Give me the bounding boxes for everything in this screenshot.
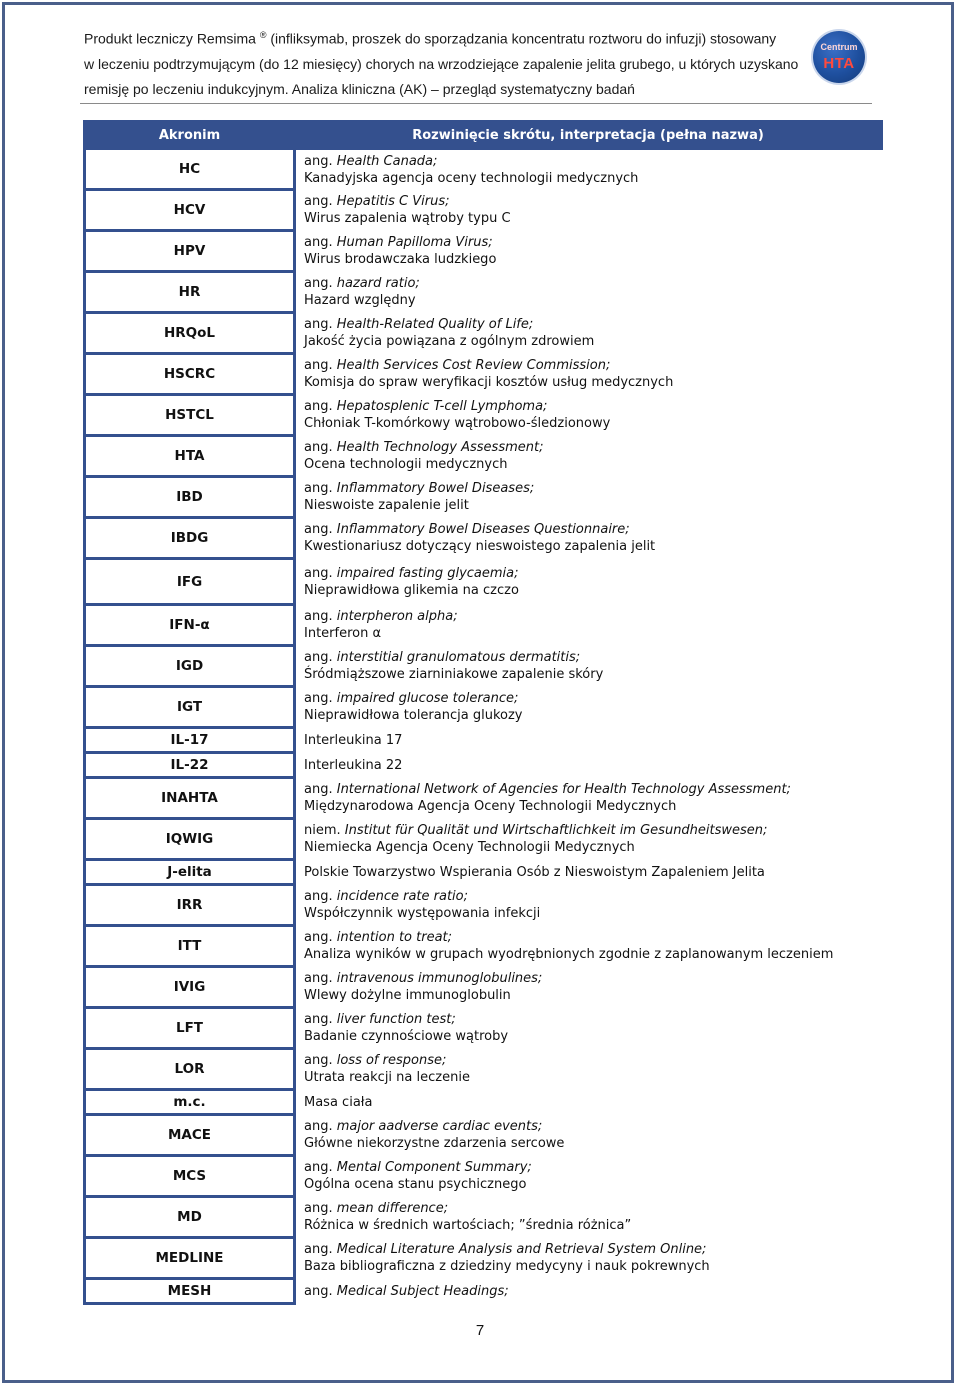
definition-prefix: ang. [304,609,337,624]
definition-translation: Różnica w średnich wartościach; ”średnia różnica” [304,1218,632,1233]
definition-cell [295,559,882,605]
definition-original-term: liver function test; [336,1012,456,1027]
definition-line-1 [304,1011,882,1028]
table-row [85,1197,882,1238]
definition-line-1 [304,1118,882,1135]
definition-original-term: Health-Related Quality of Life; [336,317,534,332]
definition-cell [295,149,882,190]
definition-original-term: Medical Subject Headings; [336,1283,509,1299]
definition-original-term: interpheron alpha; [336,609,458,624]
definition-prefix: ang. [304,1119,337,1134]
definition-cell [295,313,882,354]
definition-line-1 [304,398,882,415]
table-row [85,1115,882,1156]
acronym-cell: MD [85,1197,295,1238]
definition-prefix: Interleukina 17 [304,732,403,748]
definition-translation: Hazard względny [304,293,416,308]
table-header-row [85,122,882,149]
registered-mark: ® [259,30,267,40]
definition-prefix: ang. [304,650,337,665]
definition-line-1 [304,1094,882,1111]
definition-line-1 [304,970,882,987]
table-row [85,477,882,518]
definition-original-term: Inflammatory Bowel Diseases; [336,481,535,496]
definition-prefix: ang. [304,930,337,945]
definition-translation: Ocena technologii medycznych [304,457,508,472]
acronym-cell: m.c. [85,1090,295,1115]
definition-cell [295,819,882,860]
table-row [85,967,882,1008]
definition-prefix: ang. [304,481,337,496]
definition-cell [295,395,882,436]
acronym-cell: IGT [85,687,295,728]
definition-cell [295,518,882,559]
definition-prefix: ang. [304,1242,337,1257]
definition-translation: Baza bibliograficzna z dziedziny medycyny i nauk pokrewnych [304,1259,710,1274]
table-row [85,1279,882,1304]
definition-cell [295,885,882,926]
definition-translation: Ogólna ocena stanu psychicznego [304,1177,527,1192]
table-row [85,354,882,395]
acronym-cell: IRR [85,885,295,926]
definition-translation: Interferon α [304,626,382,641]
definition-original-term: Health Canada; [336,153,438,169]
definition-translation: Analiza wyników w grupach wyodrębnionych zgodnie z zaplanowanym leczeniem [304,947,834,962]
table-row [85,687,882,728]
table-row [85,313,882,354]
definition-prefix: ang. [304,1160,337,1175]
definition-translation: Wirus brodawczaka ludzkiego [304,252,497,267]
definition-cell [295,1115,882,1156]
definition-translation: Nieswoiste zapalenie jelit [304,498,469,513]
definition-line-1 [304,1283,882,1300]
definition-cell [295,1008,882,1049]
acronym-cell: MACE [85,1115,295,1156]
acronym-cell: ITT [85,926,295,967]
acronym-cell: IL-22 [85,753,295,778]
definition-prefix: ang. [304,782,337,797]
acronym-cell: HR [85,272,295,313]
definition-cell [295,753,882,778]
definition-original-term: Mental Component Summary; [336,1160,532,1175]
table-row [85,819,882,860]
definition-line-1 [304,1159,882,1176]
definition-original-term: International Network of Agencies for Health Technology Assessment; [336,782,791,797]
definition-original-term: Medical Literature Analysis and Retrieval System Online; [336,1242,707,1257]
definition-original-term: Inflammatory Bowel Diseases Questionnaire; [336,522,630,537]
definition-original-term: major aadverse cardiac events; [336,1119,543,1134]
header-line-1-rest: (infliksymab, proszek do sporządzania koncentratu roztworu do infuzji) stosowany [266,30,777,47]
definition-translation: Nieprawidłowa glikemia na czczo [304,582,519,598]
definition-line-1 [304,608,882,625]
acronym-cell: LOR [85,1049,295,1090]
table-row [85,885,882,926]
definition-cell [295,436,882,477]
table-row [85,646,882,687]
definition-translation: Nieprawidłowa tolerancja glukozy [304,708,523,723]
header-product-name: Produkt leczniczy Remsima [84,30,256,47]
definition-prefix: ang. [304,440,337,455]
definition-line-1 [304,822,882,839]
definition-translation: Utrata reakcji na leczenie [304,1070,470,1085]
table-row [85,559,882,605]
definition-line-1 [304,781,882,798]
column-header-expansion: Rozwinięcie skrótu, interpretacja (pełna nazwa) [295,122,882,149]
definition-prefix: ang. [304,153,337,169]
definition-prefix: Polskie Towarzystwo Wspierania Osób z Nieswoistym Zapaleniem Jelita [304,864,765,880]
definition-line-1 [304,888,882,905]
definition-prefix: ang. [304,276,337,291]
definition-line-1 [304,480,882,497]
definition-original-term: Hepatosplenic T-cell Lymphoma; [336,399,548,414]
definition-cell [295,860,882,885]
definition-line-1 [304,1241,882,1258]
definition-translation: Wlewy dożylne immunoglobulin [304,988,511,1003]
definition-original-term: Health Technology Assessment; [336,440,544,455]
definition-original-term: hazard ratio; [336,276,420,291]
acronym-cell: IL-17 [85,728,295,753]
acronym-cell: IBDG [85,518,295,559]
definition-line-1 [304,649,882,666]
table-row [85,272,882,313]
acronym-cell: IBD [85,477,295,518]
definition-prefix: ang. [304,1201,337,1216]
definition-prefix: ang. [304,317,337,332]
table-row [85,149,882,190]
definition-prefix: ang. [304,1012,337,1027]
definition-cell [295,646,882,687]
header-line-1 [84,23,804,52]
table-row [85,728,882,753]
acronym-cell: MESH [85,1279,295,1304]
acronym-cell: INAHTA [85,778,295,819]
table-row [85,860,882,885]
definition-prefix: Interleukina 22 [304,757,403,773]
table-row [85,436,882,477]
header-line-2: w leczeniu podtrzymującym (do 12 miesięcy) chorych na wrzodziejące zapalenie jelita grubego, u których uzyskano [84,55,799,72]
acronym-cell: HTA [85,436,295,477]
definition-line-1 [304,357,882,374]
definition-line-1 [304,565,882,582]
definition-translation: Niemiecka Agencja Oceny Technologii Medycznych [304,840,635,855]
definition-line-1 [304,521,882,538]
logo-text-bottom: HTA [823,55,855,72]
header-line-3: remisję po leczeniu indukcyjnym. Analiza kliniczna (AK) – przegląd systematyczny badań [84,80,635,97]
definition-original-term: Human Papilloma Virus; [336,235,493,250]
acronym-cell: IVIG [85,967,295,1008]
definition-prefix: ang. [304,1053,337,1068]
definition-line-1 [304,316,882,333]
table-row [85,778,882,819]
definition-cell [295,1197,882,1238]
acronym-cell: MEDLINE [85,1238,295,1279]
definition-translation: Chłoniak T-komórkowy wątrobowo-śledzionowy [304,416,611,431]
definition-translation: Śródmiąższowe ziarniniakowe zapalenie skóry [304,667,604,682]
definition-translation: Kanadyjska agencja oceny technologii medycznych [304,170,639,186]
definition-prefix: Masa ciała [304,1094,373,1110]
table-row [85,395,882,436]
acronym-cell: HSCRC [85,354,295,395]
acronym-cell: J-elita [85,860,295,885]
definition-line-1 [304,864,882,881]
definition-translation: Jakość życia powiązana z ogólnym zdrowiem [304,334,595,349]
definition-original-term: incidence rate ratio; [336,889,469,904]
header-divider [80,103,872,104]
definition-prefix: niem. [304,823,345,838]
table-row [85,231,882,272]
definition-prefix: ang. [304,235,337,250]
acronym-cell: HPV [85,231,295,272]
acronym-cell: IGD [85,646,295,687]
acronym-cell: LFT [85,1008,295,1049]
definition-translation: Międzynarodowa Agencja Oceny Technologii Medycznych [304,799,677,814]
acronym-cell: IQWIG [85,819,295,860]
acronym-cell: HRQoL [85,313,295,354]
definition-prefix: ang. [304,565,337,581]
definition-translation: Badanie czynnościowe wątroby [304,1029,509,1044]
logo-text-top: Centrum [820,42,858,52]
definition-line-1 [304,732,882,749]
definition-translation: Komisja do spraw weryfikacji kosztów usług medycznych [304,375,674,390]
acronym-cell: HCV [85,190,295,231]
definition-cell [295,1156,882,1197]
definition-line-1 [304,1052,882,1069]
acronym-cell: IFN-α [85,605,295,646]
definition-cell [295,190,882,231]
definition-original-term: mean difference; [336,1201,449,1216]
definition-translation: Wirus zapalenia wątroby typu C [304,211,511,226]
column-header-acronym: Akronim [85,122,295,149]
document-header [84,23,804,102]
definition-line-1 [304,690,882,707]
definition-prefix: ang. [304,889,337,904]
definition-cell [295,967,882,1008]
table-row [85,605,882,646]
table-row [85,1090,882,1115]
definition-original-term: intravenous immunoglobulines; [336,971,543,986]
table-row [85,1008,882,1049]
acronym-cell: MCS [85,1156,295,1197]
definition-cell [295,1279,882,1304]
definition-original-term: interstitial granulomatous dermatitis; [336,650,581,665]
definition-original-term: loss of response; [336,1053,447,1068]
definition-line-1 [304,153,882,170]
definition-cell [295,1238,882,1279]
definition-line-1 [304,439,882,456]
definition-original-term: Health Services Cost Review Commission; [336,358,611,373]
definition-line-1 [304,1200,882,1217]
table-row [85,926,882,967]
definition-cell [295,354,882,395]
definition-translation: Kwestionariusz dotyczący nieswoistego zapalenia jelit [304,539,656,554]
definition-original-term: impaired glucose tolerance; [336,691,519,706]
definition-prefix: ang. [304,1283,337,1299]
definition-cell [295,231,882,272]
definition-prefix: ang. [304,522,337,537]
definition-prefix: ang. [304,691,337,706]
table-row [85,518,882,559]
table-row [85,1049,882,1090]
definition-line-1 [304,929,882,946]
page-number: 7 [475,1322,485,1339]
table-row [85,1238,882,1279]
definition-cell [295,778,882,819]
definition-line-1 [304,757,882,774]
acronym-cell: HC [85,149,295,190]
definition-original-term: Institut für Qualität und Wirtschaftlichkeit im Gesundheitswesen; [344,823,768,838]
definition-translation: Główne niekorzystne zdarzenia sercowe [304,1136,565,1151]
definition-line-1 [304,275,882,292]
definition-prefix: ang. [304,971,337,986]
definition-original-term: impaired fasting glycaemia; [336,565,519,581]
definition-cell [295,272,882,313]
definition-prefix: ang. [304,194,337,209]
definition-cell [295,728,882,753]
definition-original-term: intention to treat; [336,930,453,945]
acronym-cell: IFG [85,559,295,605]
definition-cell [295,477,882,518]
acronym-table [83,120,883,1305]
definition-cell [295,1090,882,1115]
definition-prefix: ang. [304,399,337,414]
table-body [85,149,882,1304]
definition-cell [295,926,882,967]
acronym-cell: HSTCL [85,395,295,436]
definition-original-term: Hepatitis C Virus; [336,194,450,209]
table-row [85,190,882,231]
definition-line-1 [304,193,882,210]
definition-line-1 [304,234,882,251]
table-row [85,753,882,778]
definition-cell [295,687,882,728]
definition-cell [295,1049,882,1090]
definition-prefix: ang. [304,358,337,373]
table-row [85,1156,882,1197]
definition-cell [295,605,882,646]
centrum-hta-logo [813,31,865,83]
definition-translation: Współczynnik występowania infekcji [304,906,541,921]
